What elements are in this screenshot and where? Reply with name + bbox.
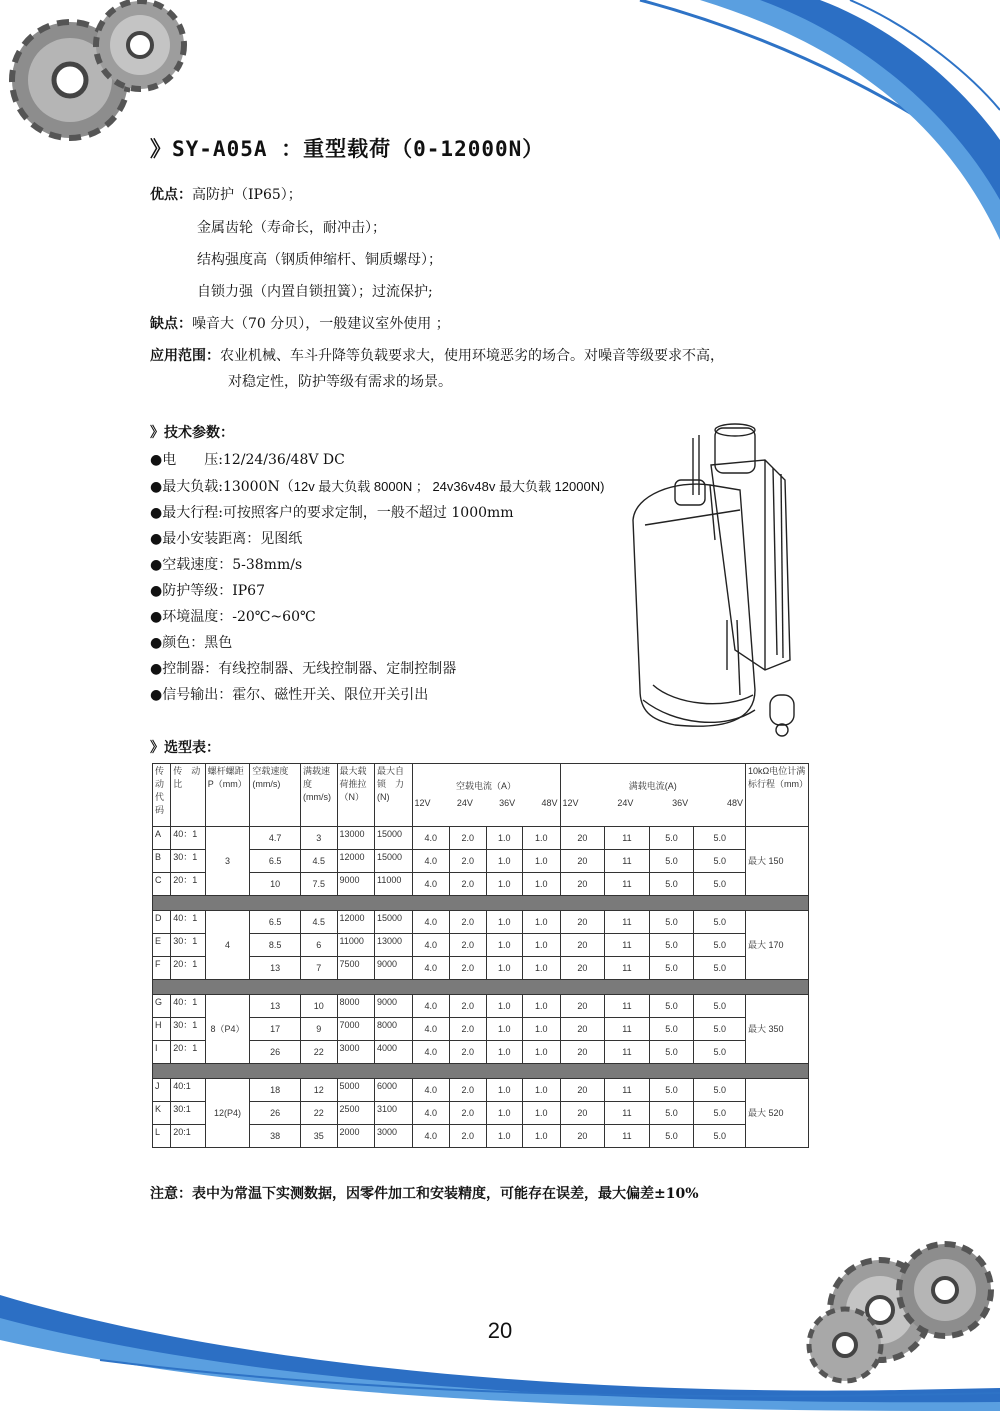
separator-cell [153, 980, 809, 995]
cell-noload-current: 1.0 [486, 1079, 523, 1102]
disadvantages-text: 噪音大（70 分贝），一般建议室外使用 ； [192, 316, 450, 332]
cell-fullload-current: 5.0 [649, 934, 694, 957]
table-row [153, 934, 809, 957]
table-group-separator [153, 1064, 809, 1079]
cell-noload-current: 1.0 [486, 995, 523, 1018]
voltage-label: 24V [617, 798, 634, 808]
cell-code: D [153, 911, 171, 934]
cell-fullload-speed: 10 [301, 995, 338, 1018]
spec-value: 有线控制器、无线控制器、定制控制器 [218, 661, 457, 677]
cell-noload-current: 4.0 [412, 873, 450, 896]
application-text: 农业机械、车斗升降等负载要求大，使用环境恶劣的场合。对噪音等级要求不高， [220, 348, 724, 364]
header-max-load: 最大载荷推拉（N） [337, 764, 375, 827]
spec-value: 5-38mm/s [232, 557, 303, 573]
cell-noload-speed: 4.7 [250, 827, 301, 850]
header-pitch: 螺杆螺距 P（mm） [205, 764, 250, 827]
cell-pitch: 3 [205, 827, 250, 896]
cell-noload-current: 1.0 [486, 873, 523, 896]
cell-fullload-current: 20 [560, 911, 605, 934]
cell-fullload-current: 11 [605, 911, 650, 934]
cell-ratio: 20:1 [171, 1125, 205, 1148]
spec-item [150, 580, 265, 600]
cell-fullload-current: 5.0 [649, 873, 694, 896]
gear-icon [12, 1, 184, 138]
cell-fullload-current: 11 [605, 957, 650, 980]
selection-table-header: 》选型表： [150, 740, 220, 756]
cell-fullload-current: 20 [560, 1079, 605, 1102]
cell-max-load: 7500 [337, 957, 375, 980]
cell-fullload-speed: 6 [301, 934, 338, 957]
cell-noload-current: 2.0 [450, 1125, 487, 1148]
cell-ratio: 40:1 [171, 1079, 205, 1102]
cell-self-lock: 9000 [375, 995, 413, 1018]
spec-label: ●电 压: [150, 452, 223, 468]
spec-item [150, 684, 428, 704]
table-row [153, 995, 809, 1018]
spec-item [150, 606, 316, 626]
cell-noload-current: 2.0 [450, 873, 487, 896]
cell-fullload-current: 11 [605, 1125, 650, 1148]
cell-noload-current: 1.0 [486, 957, 523, 980]
table-row [153, 1102, 809, 1125]
cell-noload-speed: 18 [250, 1079, 301, 1102]
table-group-separator [153, 896, 809, 911]
cell-noload-current: 1.0 [486, 1102, 523, 1125]
cell-code: E [153, 934, 171, 957]
cell-max-load: 12000 [337, 850, 375, 873]
spec-label: ●空载速度： [150, 557, 233, 573]
cell-noload-speed: 10 [250, 873, 301, 896]
spec-label: ●颜色： [150, 635, 205, 651]
application-label: 应用范围： [150, 348, 220, 364]
spec-label: ●防护等级： [150, 583, 233, 599]
cell-fullload-current: 20 [560, 934, 605, 957]
cell-pitch: 8（P4） [205, 995, 250, 1064]
cell-fullload-current: 11 [605, 850, 650, 873]
cell-code: B [153, 850, 171, 873]
table-row [153, 911, 809, 934]
cell-noload-speed: 13 [250, 957, 301, 980]
cell-noload-current: 2.0 [450, 1018, 487, 1041]
cell-fullload-speed: 7.5 [301, 873, 338, 896]
cell-self-lock: 3100 [375, 1102, 413, 1125]
cell-self-lock: 4000 [375, 1041, 413, 1064]
spec-item [150, 502, 514, 522]
cell-max-load: 11000 [337, 934, 375, 957]
cell-ratio: 30:1 [171, 1102, 205, 1125]
cell-noload-current: 1.0 [486, 911, 523, 934]
cell-max-load: 12000 [337, 911, 375, 934]
header-fullload-current-label: 满载电流(A) [628, 781, 677, 791]
cell-noload-current: 1.0 [486, 827, 523, 850]
table-header-row [153, 764, 809, 827]
cell-fullload-current: 11 [605, 934, 650, 957]
cell-noload-speed: 6.5 [250, 850, 301, 873]
separator-cell [153, 896, 809, 911]
cell-fullload-current: 5.0 [649, 1125, 694, 1148]
cell-code: C [153, 873, 171, 896]
cell-ratio: 40：1 [171, 911, 205, 934]
cell-fullload-current: 5.0 [694, 1079, 746, 1102]
page-title: 》SY-A05A ：重型载荷（0-12000N） [150, 137, 545, 161]
cell-fullload-speed: 12 [301, 1079, 338, 1102]
cell-fullload-current: 5.0 [694, 827, 746, 850]
cell-fullload-current: 20 [560, 1018, 605, 1041]
cell-ratio: 30：1 [171, 850, 205, 873]
spec-item [150, 449, 345, 469]
cell-noload-current: 1.0 [523, 873, 561, 896]
cell-fullload-current: 5.0 [649, 957, 694, 980]
application-row [150, 345, 724, 365]
cell-fullload-current: 5.0 [694, 995, 746, 1018]
advantage-item: 结构强度高（钢质伸缩杆、铜质螺母）； [197, 252, 442, 268]
cell-self-lock: 6000 [375, 1079, 413, 1102]
cell-max-load: 2500 [337, 1102, 375, 1125]
cell-ratio: 20：1 [171, 1041, 205, 1064]
cell-max-load: 9000 [337, 873, 375, 896]
separator-cell [153, 1064, 809, 1079]
cell-fullload-current: 20 [560, 1125, 605, 1148]
cell-noload-speed: 38 [250, 1125, 301, 1148]
advantages-row [150, 184, 302, 204]
spec-label: ●控制器： [150, 661, 219, 677]
cell-fullload-current: 5.0 [694, 873, 746, 896]
disadvantages-label: 缺点： [150, 316, 192, 332]
cell-noload-current: 2.0 [450, 1102, 487, 1125]
header-fullload-current [560, 764, 746, 827]
cell-fullload-speed: 35 [301, 1125, 338, 1148]
cell-fullload-current: 20 [560, 1102, 605, 1125]
spec-label: ●最小安装距离： [150, 531, 261, 547]
table-row [153, 1079, 809, 1102]
cell-fullload-current: 5.0 [649, 911, 694, 934]
spec-value-detail: 12v 最大负载 8000N ； 24v36v48v 最大负载 12000N) [293, 479, 605, 494]
cell-noload-current: 2.0 [450, 1041, 487, 1064]
application-text-cont: 对稳定性，防护等级有需求的场景。 [228, 374, 452, 390]
cell-max-load: 7000 [337, 1018, 375, 1041]
header-noload-speed: 空载速度(mm/s) [250, 764, 301, 827]
spec-value: 12/24/36/48V DC [222, 452, 345, 468]
cell-max-load: 2000 [337, 1125, 375, 1148]
cell-pot: 最大 150 [746, 827, 809, 896]
cell-fullload-current: 5.0 [694, 934, 746, 957]
cell-noload-current: 1.0 [486, 850, 523, 873]
cell-noload-speed: 13 [250, 995, 301, 1018]
cell-fullload-current: 11 [605, 873, 650, 896]
cell-fullload-current: 5.0 [694, 850, 746, 873]
cell-noload-current: 2.0 [450, 850, 487, 873]
cell-fullload-current: 5.0 [649, 995, 694, 1018]
tech-params-header: 》技术参数： [150, 425, 234, 441]
cell-ratio: 40：1 [171, 827, 205, 850]
cell-noload-current: 1.0 [523, 911, 561, 934]
cell-fullload-current: 5.0 [649, 1018, 694, 1041]
cell-noload-current: 2.0 [450, 1079, 487, 1102]
cell-max-load: 13000 [337, 827, 375, 850]
spec-item [150, 658, 456, 678]
page-number: 20 [487, 1318, 513, 1343]
cell-noload-current: 2.0 [450, 934, 487, 957]
voltage-label: 36V [499, 798, 516, 808]
voltage-label: 24V [456, 798, 473, 808]
cell-max-load: 8000 [337, 995, 375, 1018]
cell-ratio: 30：1 [171, 1018, 205, 1041]
cell-fullload-current: 5.0 [649, 1079, 694, 1102]
advantages-label: 优点： [150, 187, 192, 203]
voltage-label: 36V [672, 798, 689, 808]
cell-fullload-current: 5.0 [694, 957, 746, 980]
advantage-item: 金属齿轮（寿命长，耐冲击）； [197, 220, 386, 236]
spec-value: 黑色 [204, 635, 233, 651]
voltage-label: 48V [541, 798, 558, 808]
spec-value: -20℃~60℃ [232, 609, 316, 625]
cell-fullload-speed: 22 [301, 1041, 338, 1064]
gear-icon [809, 1244, 991, 1381]
cell-noload-current: 2.0 [450, 957, 487, 980]
table-group-separator [153, 980, 809, 995]
cell-noload-current: 4.0 [412, 1102, 450, 1125]
cell-max-load: 3000 [337, 1041, 375, 1064]
cell-noload-speed: 8.5 [250, 934, 301, 957]
cell-noload-current: 4.0 [412, 1079, 450, 1102]
voltage-label: 12V [414, 798, 431, 808]
cell-self-lock: 11000 [375, 873, 413, 896]
cell-self-lock: 13000 [375, 934, 413, 957]
cell-self-lock: 15000 [375, 850, 413, 873]
spec-item [150, 528, 302, 548]
cell-self-lock: 3000 [375, 1125, 413, 1148]
cell-code: F [153, 957, 171, 980]
cell-noload-current: 1.0 [523, 1102, 561, 1125]
cell-fullload-speed: 22 [301, 1102, 338, 1125]
cell-noload-current: 1.0 [523, 1125, 561, 1148]
cell-fullload-current: 20 [560, 850, 605, 873]
cell-self-lock: 9000 [375, 957, 413, 980]
cell-fullload-speed: 7 [301, 957, 338, 980]
table-row [153, 1018, 809, 1041]
cell-fullload-speed: 3 [301, 827, 338, 850]
cell-noload-current: 1.0 [523, 995, 561, 1018]
cell-pitch: 12(P4) [205, 1079, 250, 1148]
cell-noload-current: 4.0 [412, 934, 450, 957]
cell-fullload-speed: 9 [301, 1018, 338, 1041]
cell-noload-current: 4.0 [412, 957, 450, 980]
spec-label: ●最大负载: [150, 479, 223, 495]
table-row [153, 1125, 809, 1148]
cell-ratio: 20：1 [171, 873, 205, 896]
table-row [153, 957, 809, 980]
cell-noload-current: 4.0 [412, 995, 450, 1018]
advantage-item: 自锁力强（内置自锁扭簧）；过流保护; [197, 284, 433, 300]
cell-fullload-speed: 4.5 [301, 911, 338, 934]
spec-value: 霍尔、磁性开关、限位开关引出 [232, 687, 429, 703]
spec-item [150, 476, 604, 496]
cell-fullload-current: 11 [605, 1079, 650, 1102]
cell-fullload-current: 5.0 [649, 1102, 694, 1125]
selection-table [152, 763, 809, 1148]
cell-noload-speed: 6.5 [250, 911, 301, 934]
cell-noload-speed: 26 [250, 1102, 301, 1125]
spec-label: ●环境温度： [150, 609, 233, 625]
table-row [153, 827, 809, 850]
cell-fullload-current: 11 [605, 995, 650, 1018]
cell-fullload-current: 11 [605, 1018, 650, 1041]
cell-self-lock: 15000 [375, 827, 413, 850]
cell-noload-current: 1.0 [523, 1018, 561, 1041]
cell-noload-current: 1.0 [486, 1125, 523, 1148]
header-fullload-speed: 满载速度(mm/s) [301, 764, 338, 827]
cell-code: H [153, 1018, 171, 1041]
header-ratio: 传 动比 [171, 764, 205, 827]
cell-fullload-current: 5.0 [694, 1125, 746, 1148]
spec-value: 可按照客户的要求定制，一般不超过 1000mm [222, 505, 514, 521]
spec-label: ●最大行程: [150, 505, 223, 521]
table-row [153, 1041, 809, 1064]
spec-value: 见图纸 [260, 531, 303, 547]
cell-fullload-current: 5.0 [649, 1041, 694, 1064]
cell-noload-current: 4.0 [412, 850, 450, 873]
cell-self-lock: 8000 [375, 1018, 413, 1041]
spec-value: IP67 [232, 583, 265, 599]
cell-fullload-current: 20 [560, 995, 605, 1018]
cell-noload-current: 4.0 [412, 827, 450, 850]
cell-fullload-current: 20 [560, 957, 605, 980]
voltage-label: 48V [727, 798, 744, 808]
cell-max-load: 5000 [337, 1079, 375, 1102]
spec-item [150, 632, 232, 652]
voltage-label: 12V [562, 798, 579, 808]
header-noload-current-label: 空载电流（A） [456, 781, 517, 791]
cell-self-lock: 15000 [375, 911, 413, 934]
header-noload-current [412, 764, 560, 827]
top-right-wave [620, 0, 1000, 240]
advantage-item: 高防护（IP65）； [192, 187, 302, 203]
cell-fullload-current: 5.0 [649, 850, 694, 873]
cell-noload-current: 1.0 [523, 957, 561, 980]
cell-fullload-current: 11 [605, 1041, 650, 1064]
cell-fullload-current: 5.0 [694, 911, 746, 934]
header-pot: 10kΩ电位计满标行程（mm） [746, 764, 809, 827]
cell-fullload-current: 20 [560, 827, 605, 850]
cell-noload-speed: 17 [250, 1018, 301, 1041]
cell-noload-speed: 26 [250, 1041, 301, 1064]
cell-noload-current: 4.0 [412, 1018, 450, 1041]
cell-noload-current: 1.0 [523, 827, 561, 850]
cell-noload-current: 4.0 [412, 1125, 450, 1148]
cell-noload-current: 1.0 [486, 1018, 523, 1041]
spec-value: 13000N（ [222, 479, 294, 495]
footnote: 注意：表中为常温下实测数据，因零件加工和安装精度，可能存在误差，最大偏差±10% [150, 1186, 699, 1202]
linear-actuator-drawing [615, 420, 835, 750]
cell-code: L [153, 1125, 171, 1148]
cell-ratio: 20：1 [171, 957, 205, 980]
cell-noload-current: 1.0 [523, 1041, 561, 1064]
cell-noload-current: 1.0 [523, 1079, 561, 1102]
cell-noload-current: 2.0 [450, 827, 487, 850]
cell-fullload-current: 5.0 [694, 1018, 746, 1041]
spec-label: ●信号输出： [150, 687, 233, 703]
cell-noload-current: 2.0 [450, 995, 487, 1018]
cell-noload-current: 1.0 [523, 934, 561, 957]
cell-fullload-current: 20 [560, 1041, 605, 1064]
spec-item [150, 554, 302, 574]
cell-fullload-current: 5.0 [694, 1041, 746, 1064]
cell-fullload-current: 11 [605, 827, 650, 850]
cell-ratio: 30：1 [171, 934, 205, 957]
cell-code: K [153, 1102, 171, 1125]
disadvantages-row [150, 313, 450, 333]
cell-code: G [153, 995, 171, 1018]
header-code: 传动代码 [153, 764, 171, 827]
cell-pot: 最大 170 [746, 911, 809, 980]
cell-noload-current: 1.0 [486, 1041, 523, 1064]
cell-fullload-current: 20 [560, 873, 605, 896]
table-row [153, 873, 809, 896]
cell-fullload-speed: 4.5 [301, 850, 338, 873]
cell-pot: 最大 520 [746, 1079, 809, 1148]
cell-noload-current: 1.0 [486, 934, 523, 957]
cell-code: I [153, 1041, 171, 1064]
cell-fullload-current: 5.0 [694, 1102, 746, 1125]
cell-fullload-current: 11 [605, 1102, 650, 1125]
cell-noload-current: 4.0 [412, 911, 450, 934]
cell-code: A [153, 827, 171, 850]
cell-pot: 最大 350 [746, 995, 809, 1064]
cell-noload-current: 4.0 [412, 1041, 450, 1064]
cell-noload-current: 2.0 [450, 911, 487, 934]
cell-code: J [153, 1079, 171, 1102]
table-row [153, 850, 809, 873]
cell-ratio: 40：1 [171, 995, 205, 1018]
cell-fullload-current: 5.0 [649, 827, 694, 850]
header-self-lock: 最大自锁 力(N) [375, 764, 413, 827]
cell-pitch: 4 [205, 911, 250, 980]
cell-noload-current: 1.0 [523, 850, 561, 873]
